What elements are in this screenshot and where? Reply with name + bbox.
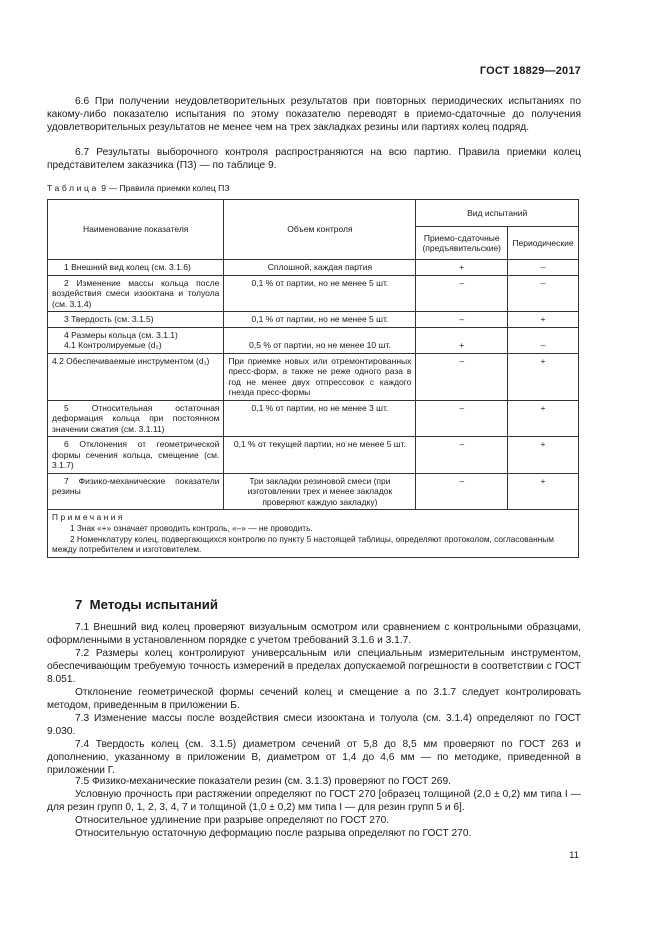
paragraph-7-3-text: 7.3 Изменение массы после воздействия смеси изооктана и толуола (см. 3.1.4) определяют по ГОСТ 9.030. [47, 713, 581, 737]
row-name-text: 7 Физико-механические показатели резины [52, 475, 220, 496]
header-test-type: Вид испытаний [416, 200, 579, 227]
row-acceptance: – [416, 312, 508, 328]
row-name-text: 6 Отклонения от геометрической формы сечения кольца, смещение (см. 3.1.7) [52, 439, 220, 470]
row-acceptance: – [416, 353, 508, 400]
row-name [48, 260, 224, 276]
paragraph-residual [47, 828, 581, 841]
header-periodic: Периодические [508, 227, 579, 260]
table-row [48, 437, 579, 474]
row-volume: 0,1 % от партии, но не менее 5 шт. [224, 275, 416, 312]
table-row [48, 327, 579, 353]
row-name [48, 473, 224, 510]
table-caption-title: 9 — Правила приемки колец ПЗ [98, 183, 230, 193]
row-name-text: 4 Размеры кольца (см. 3.1.1) [64, 329, 178, 340]
table-row [48, 473, 579, 510]
table-notes-row [48, 510, 579, 558]
row-acceptance: – [416, 275, 508, 312]
row-periodic-mark: – [540, 340, 546, 350]
table-notes [48, 510, 579, 558]
row-periodic: + [508, 353, 579, 400]
row-volume: При приемке новых или отремонтированных пресс-форм, а также не реже одного раза в год не менее двух отпрессовок с каждого гнезда пресс-формы [224, 353, 416, 400]
header-name: Наименование показателя [48, 200, 224, 260]
table-row [48, 353, 579, 400]
row-periodic: – [508, 260, 579, 276]
row-periodic [508, 327, 579, 353]
row-name [48, 327, 224, 353]
note-2: 2 Номенклатуру колец, подвергающихся контролю по пункту 5 настоящей таблицы, определяют протоколом, согласованным между потребителем и изготовителем. [52, 533, 554, 555]
paragraph-7-2 [47, 648, 581, 686]
row-name [48, 400, 224, 437]
row-name-text: 2 Изменение массы кольца после воздействия смеси изооктана и толуола (см. 3.1.4) [52, 277, 220, 309]
paragraph-tensile-text: Условную прочность при растяжении определяют по ГОСТ 270 [образец толщиной (2,0 ± 0,2) мм типа I — для резин групп 0, 1, 2, 3, 4, 7 и толщиной (1,0 ± 0,2) мм типа I — для резин групп 5 и 6]. [47, 789, 581, 813]
row-acceptance-mark: + [459, 340, 465, 350]
row-volume [224, 327, 416, 353]
table-caption-label: Таблица [47, 183, 99, 193]
section-number: 7 [75, 597, 83, 612]
row-name [48, 275, 224, 312]
paragraph-elongation [47, 815, 581, 828]
row-volume: Сплошной, каждая партия [224, 260, 416, 276]
header-acceptance: Приемо-сдаточные (предъявительские) [416, 227, 508, 260]
row-acceptance: + [416, 260, 508, 276]
row-subname-text: 4.1 Контролируемые (d₂) [64, 340, 162, 350]
row-volume: 0,1 % от текущей партии, но не менее 5 шт. [224, 437, 416, 474]
paragraph-6-6 [47, 96, 581, 134]
paragraph-residual-text: Относительную остаточную деформацию после разрыва определяют по ГОСТ 270. [75, 828, 472, 839]
row-volume-text: 0,5 % от партии, но не менее 10 шт. [249, 340, 391, 350]
row-name [48, 437, 224, 474]
paragraph-7-3 [47, 713, 581, 739]
table-caption [47, 183, 230, 193]
row-name [48, 312, 224, 328]
header-volume: Объем контроля [224, 200, 416, 260]
row-periodic: + [508, 473, 579, 510]
paragraph-tensile [47, 789, 581, 815]
row-volume: 0,1 % от партии, но не менее 5 шт. [224, 312, 416, 328]
paragraph-6-6-text: 6.6 При получении неудовлетворительных результатов при повторных периодических испытаниях по какому-либо показателю испытания по этому показателю переводят в приемо-сдаточные до получения удовлетворительных результатов не менее чем на трех закладках резины или партиях колец подряд. [47, 96, 581, 133]
row-acceptance: – [416, 473, 508, 510]
paragraph-7-5 [47, 776, 581, 789]
row-volume: Три закладки резиновой смеси (при изготовлении трех и менее закладок проверяют каждую закладку) [224, 473, 416, 510]
row-periodic: + [508, 400, 579, 437]
paragraph-7-2-deviation [47, 687, 581, 713]
row-acceptance [416, 327, 508, 353]
row-acceptance: – [416, 400, 508, 437]
table-row [48, 275, 579, 312]
paragraph-6-7 [47, 147, 581, 173]
note-1: 1 Знак «+» означает проводить контроль, «–» — не проводить. [70, 522, 313, 533]
paragraph-7-4 [47, 739, 581, 777]
paragraph-deviation-text: Отклонение геометрической формы сечений колец и смещение а по 3.1.7 следует контролировать методом, приведенным в приложении Б. [47, 687, 581, 711]
row-periodic: + [508, 437, 579, 474]
paragraph-7-1-text: 7.1 Внешний вид колец проверяют визуальным осмотром или сравнением с контрольными образцами, оформленными в установленном порядке с учетом требований 3.1.6 и 3.1.7. [47, 622, 581, 646]
paragraph-7-5-text: 7.5 Физико-механические показатели резин (см. 3.1.3) проверяют по ГОСТ 269. [75, 776, 451, 787]
row-periodic: – [508, 275, 579, 312]
row-name-text: 3 Твердость (см. 3.1.5) [64, 314, 154, 324]
table-header-row [48, 200, 579, 227]
table-row [48, 400, 579, 437]
paragraph-6-7-text: 6.7 Результаты выборочного контроля распространяются на всю партию. Правила приемки колец представителем заказчика (ПЗ) — по таблице 9. [47, 147, 581, 171]
standard-header: ГОСТ 18829—2017 [479, 65, 581, 77]
row-volume: 0,1 % от партии, но не менее 3 шт. [224, 400, 416, 437]
paragraph-7-1 [47, 622, 581, 648]
table-row [48, 260, 579, 276]
row-name-text: 1 Внешний вид колец (см. 3.1.6) [64, 262, 191, 272]
acceptance-rules-table [47, 199, 579, 558]
notes-heading: Примечания [52, 512, 125, 522]
row-name: 4.2 Обеспечиваемые инструментом (d₁) [48, 353, 224, 400]
row-periodic: + [508, 312, 579, 328]
row-name-text: 5 Относительная остаточная деформация кольца при постоянном значении сжатия (см. 3.1.11) [52, 402, 220, 434]
table-row [48, 312, 579, 328]
section-heading [75, 597, 218, 612]
page-number: 11 [569, 850, 579, 861]
paragraph-7-2-text: 7.2 Размеры колец контролируют универсальным или специальным измерительным инструментом, обеспечивающим требуемую точность измерений в пределах допускаемой погрешности в соответствии с ГОСТ 8.051. [47, 648, 581, 685]
row-acceptance: – [416, 437, 508, 474]
paragraph-7-4-text: 7.4 Твердость колец (см. 3.1.5) диаметром сечений от 5,8 до 8,5 мм проверяют по ГОСТ 263 и дополнению, указанному в приложении В, диаметром от 1,4 до 4,6 мм — по методике, приведенной в приложении Г. [47, 739, 581, 776]
section-title: Методы испытаний [89, 597, 218, 612]
paragraph-elongation-text: Относительное удлинение при разрыве определяют по ГОСТ 270. [75, 815, 390, 826]
